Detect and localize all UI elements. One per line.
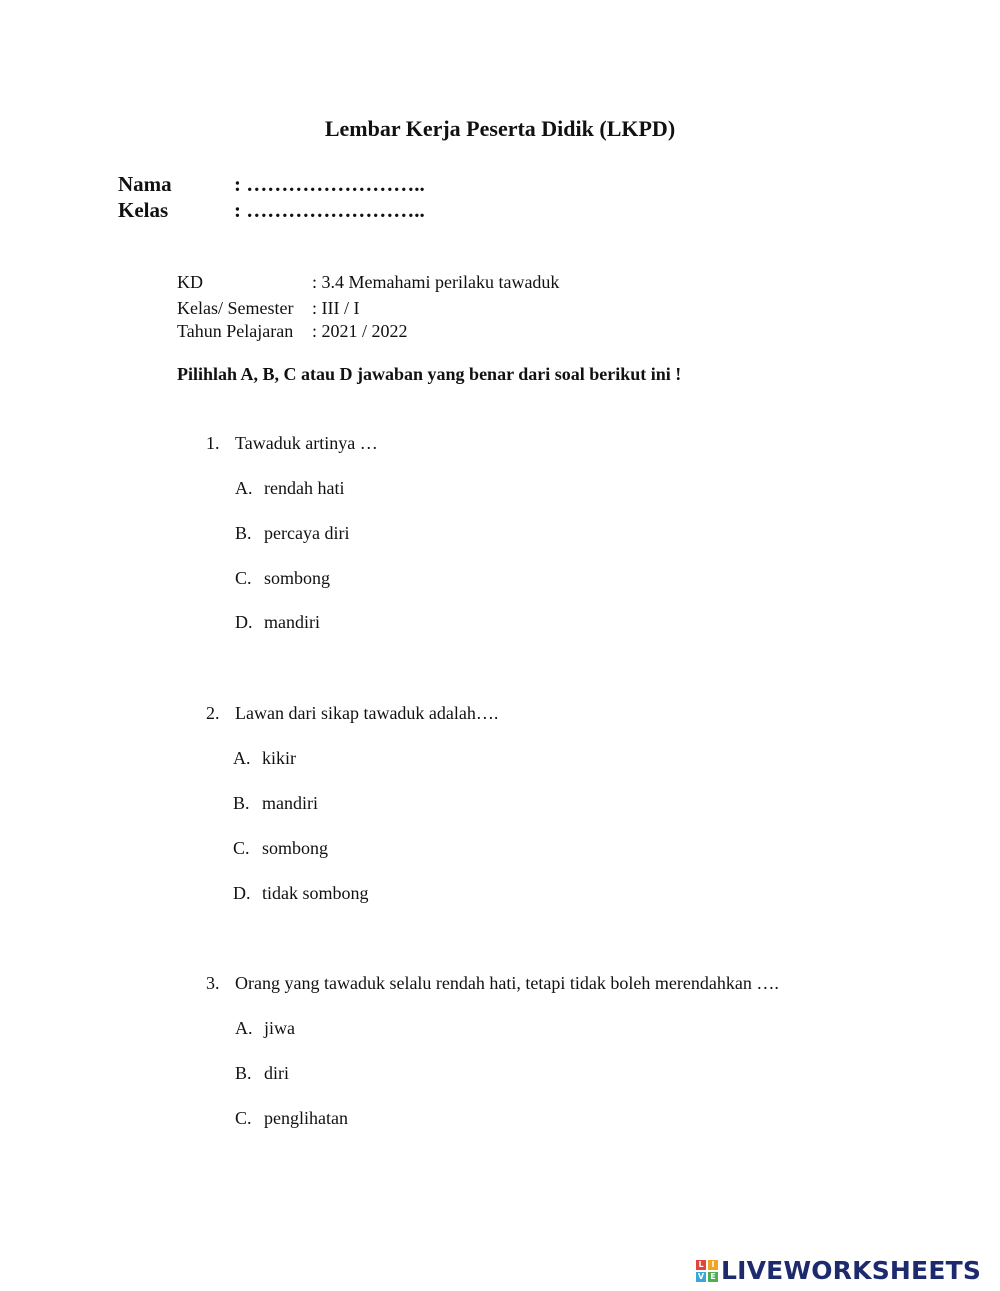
logo-block: V: [697, 1271, 705, 1281]
option-text[interactable]: percaya diri: [264, 523, 350, 543]
instruction: Pilihlah A, B, C atau D jawaban yang benar dari soal berikut ini !: [177, 364, 682, 384]
option-text[interactable]: kikir: [262, 748, 296, 768]
question-number: 2.: [206, 703, 220, 723]
kd-value: : 3.4 Memahami perilaku tawaduk: [312, 272, 560, 292]
option-text[interactable]: rendah hati: [264, 478, 345, 498]
name-field[interactable]: : ……………………..: [234, 172, 425, 196]
option-letter[interactable]: C.: [235, 1108, 252, 1128]
year-label: Tahun Pelajaran: [177, 321, 294, 341]
option-letter[interactable]: C.: [235, 568, 252, 588]
option-letter[interactable]: C.: [233, 838, 250, 858]
option-letter[interactable]: D.: [235, 612, 253, 632]
kd-label: KD: [177, 272, 203, 292]
option-text[interactable]: sombong: [264, 568, 331, 588]
logo-block: L: [696, 1260, 706, 1270]
question-text: Lawan dari sikap tawaduk adalah….: [235, 703, 499, 723]
option-text[interactable]: penglihatan: [264, 1108, 348, 1128]
option-letter[interactable]: B.: [235, 1063, 252, 1083]
option-letter[interactable]: B.: [235, 523, 252, 543]
question-text: Tawaduk artinya …: [235, 433, 378, 453]
liveworksheets-logo: [696, 1256, 981, 1285]
option-text[interactable]: tidak sombong: [262, 883, 369, 903]
class-label: Kelas: [118, 198, 169, 222]
question-text: Orang yang tawaduk selalu rendah hati, tetapi tidak boleh merendahkan ….: [235, 973, 779, 993]
option-letter[interactable]: A.: [233, 748, 251, 768]
logo-text: LIVEWORKSHEETS: [721, 1256, 982, 1285]
option-text[interactable]: mandiri: [264, 612, 320, 632]
logo-blocks-icon: [696, 1260, 718, 1282]
name-label: Nama: [118, 172, 172, 196]
option-letter[interactable]: A.: [235, 478, 253, 498]
year-value: : 2021 / 2022: [312, 321, 408, 341]
logo-block: I: [708, 1260, 718, 1270]
semester-value: : III / I: [312, 298, 360, 318]
option-text[interactable]: sombong: [262, 838, 329, 858]
option-letter[interactable]: D.: [233, 883, 251, 903]
class-field[interactable]: : ……………………..: [234, 198, 425, 222]
option-text[interactable]: diri: [264, 1063, 289, 1083]
semester-label: Kelas/ Semester: [177, 298, 294, 318]
question-number: 3.: [206, 973, 220, 993]
option-letter[interactable]: A.: [235, 1018, 253, 1038]
option-letter[interactable]: B.: [233, 793, 250, 813]
option-text[interactable]: mandiri: [262, 793, 318, 813]
worksheet-title: Lembar Kerja Peserta Didik (LKPD): [324, 116, 676, 141]
question-number: 1.: [206, 433, 220, 453]
logo-block: E: [708, 1272, 718, 1282]
option-text[interactable]: jiwa: [264, 1018, 295, 1038]
